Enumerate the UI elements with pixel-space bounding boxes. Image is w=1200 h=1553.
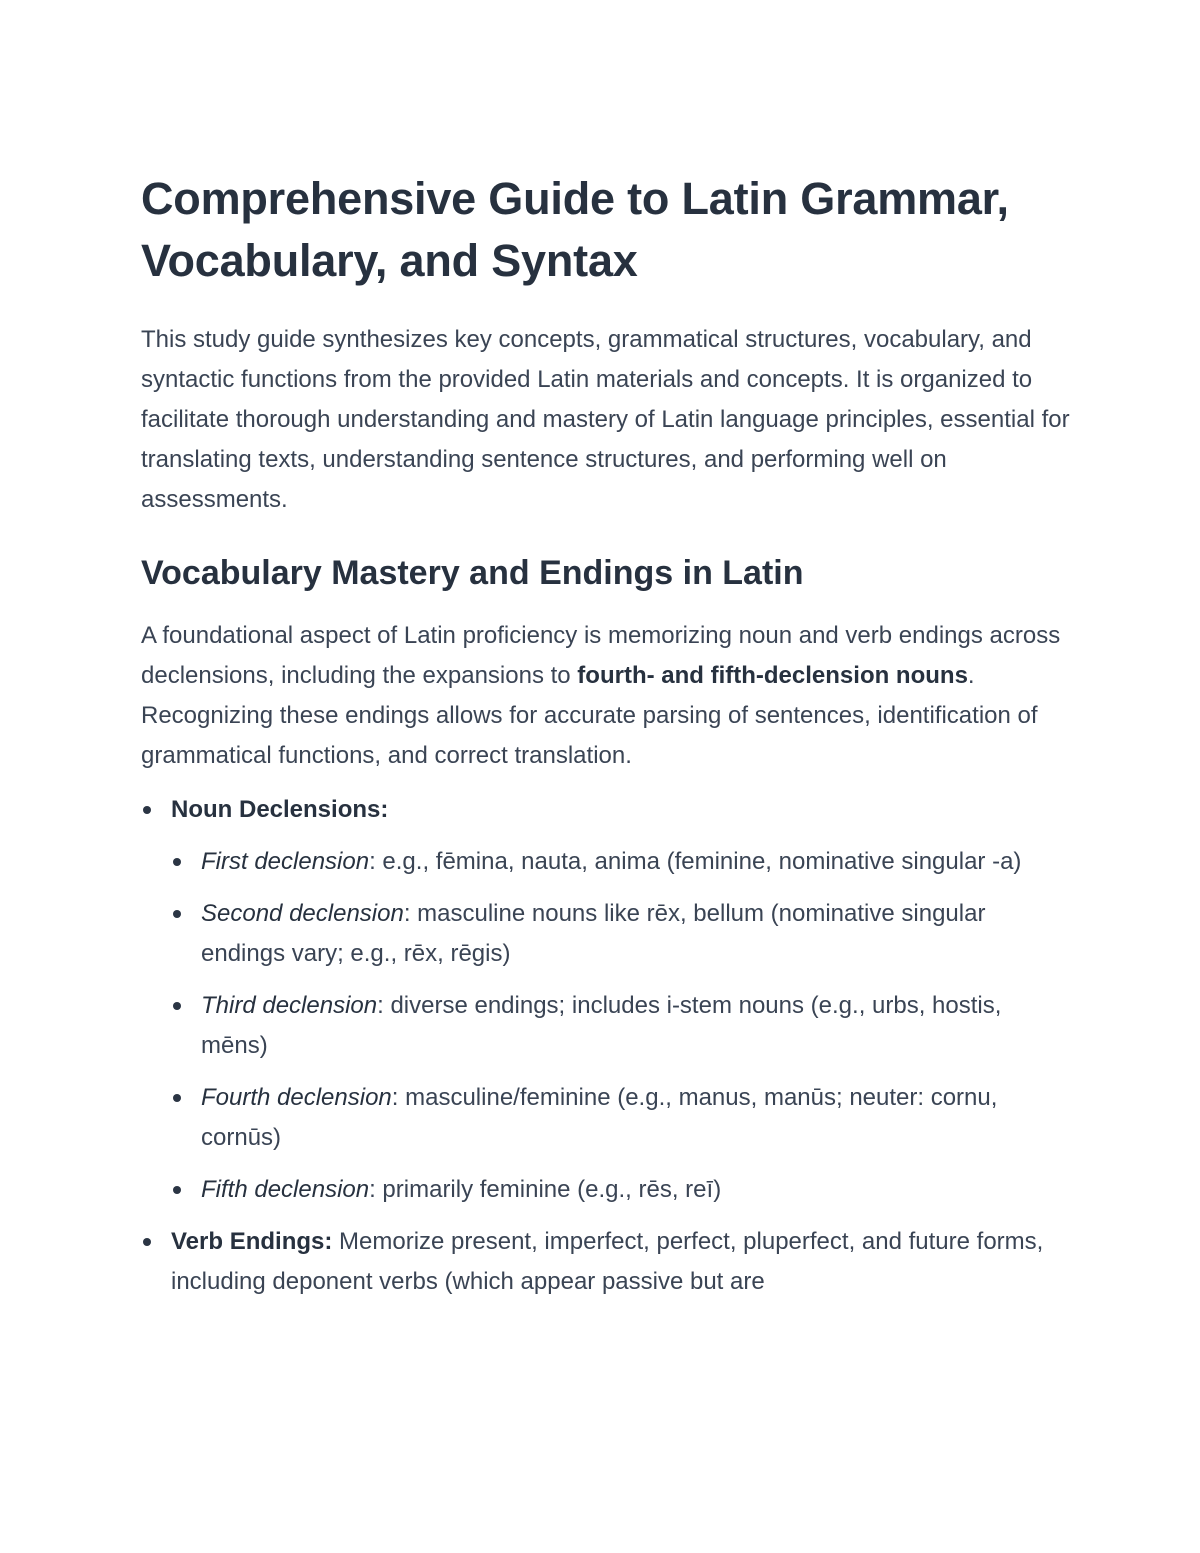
bullet-icon [173, 1094, 181, 1102]
bullet-icon [173, 910, 181, 918]
vocabulary-paragraph-text-2: . Recognizing these endings allows for accurate parsing of sentences, identification of grammatical functions, and correct translation. [141, 662, 1038, 769]
declension-text: : e.g., fēmina, nauta, anima (feminine, nominative singular -a) [369, 848, 1022, 875]
list-item-first-declension [171, 842, 1071, 882]
declension-list [171, 842, 1071, 1210]
bullet-icon [143, 1238, 151, 1246]
vocabulary-list [141, 790, 1071, 1302]
vocabulary-paragraph [141, 616, 1071, 776]
declension-term: Second declension [201, 900, 404, 927]
declension-term: Third declension [201, 992, 378, 1019]
intro-paragraph: This study guide synthesizes key concepts, grammatical structures, vocabulary, and syntactic functions from the provided Latin materials and concepts. It is organized to facilitate thorough understanding and mastery of Latin language principles, essential for translating texts, understanding sentence structures, and performing well on assessments. [141, 326, 1070, 513]
list-item-fifth-declension [171, 1170, 1071, 1210]
list-item-verb-endings [141, 1222, 1071, 1302]
declension-term: Fifth declension [201, 1176, 370, 1203]
list-item-third-declension [171, 986, 1071, 1066]
bullet-icon [173, 1186, 181, 1194]
declension-text: : masculine/feminine (e.g., manus, manūs; neuter: cornu, cornūs) [201, 1084, 998, 1151]
document-title: Comprehensive Guide to Latin Grammar, Vocabulary, and Syntax [141, 173, 1009, 286]
bullet-icon [143, 806, 151, 814]
section-heading-vocabulary: Vocabulary Mastery and Endings in Latin [141, 554, 804, 592]
declension-text: : primarily feminine (e.g., rēs, reī) [369, 1176, 722, 1203]
declension-text: : diverse endings; includes i-stem nouns (e.g., urbs, hostis, mēns) [201, 992, 1002, 1059]
list-item-fourth-declension [171, 1078, 1071, 1158]
declension-term: First declension [201, 848, 370, 875]
vocabulary-paragraph-bold: fourth- and fifth-declension nouns [577, 662, 968, 689]
vocabulary-paragraph-text-1: A foundational aspect of Latin proficiency is memorizing noun and verb endings across declensions, including the expansions to [141, 622, 1061, 689]
bullet-icon [173, 1002, 181, 1010]
list-item-noun-declensions [141, 790, 1071, 1210]
document-page [141, 168, 1071, 1314]
noun-declensions-label: Noun Declensions: [171, 796, 389, 823]
bullet-icon [173, 858, 181, 866]
list-item-second-declension [171, 894, 1071, 974]
verb-endings-text: Memorize present, imperfect, perfect, pluperfect, and future forms, including deponent verbs (which appear passive but are [171, 1228, 1044, 1295]
declension-text: : masculine nouns like rēx, bellum (nominative singular endings vary; e.g., rēx, rēgis) [201, 900, 986, 967]
declension-term: Fourth declension [201, 1084, 392, 1111]
verb-endings-label: Verb Endings: [171, 1228, 333, 1255]
